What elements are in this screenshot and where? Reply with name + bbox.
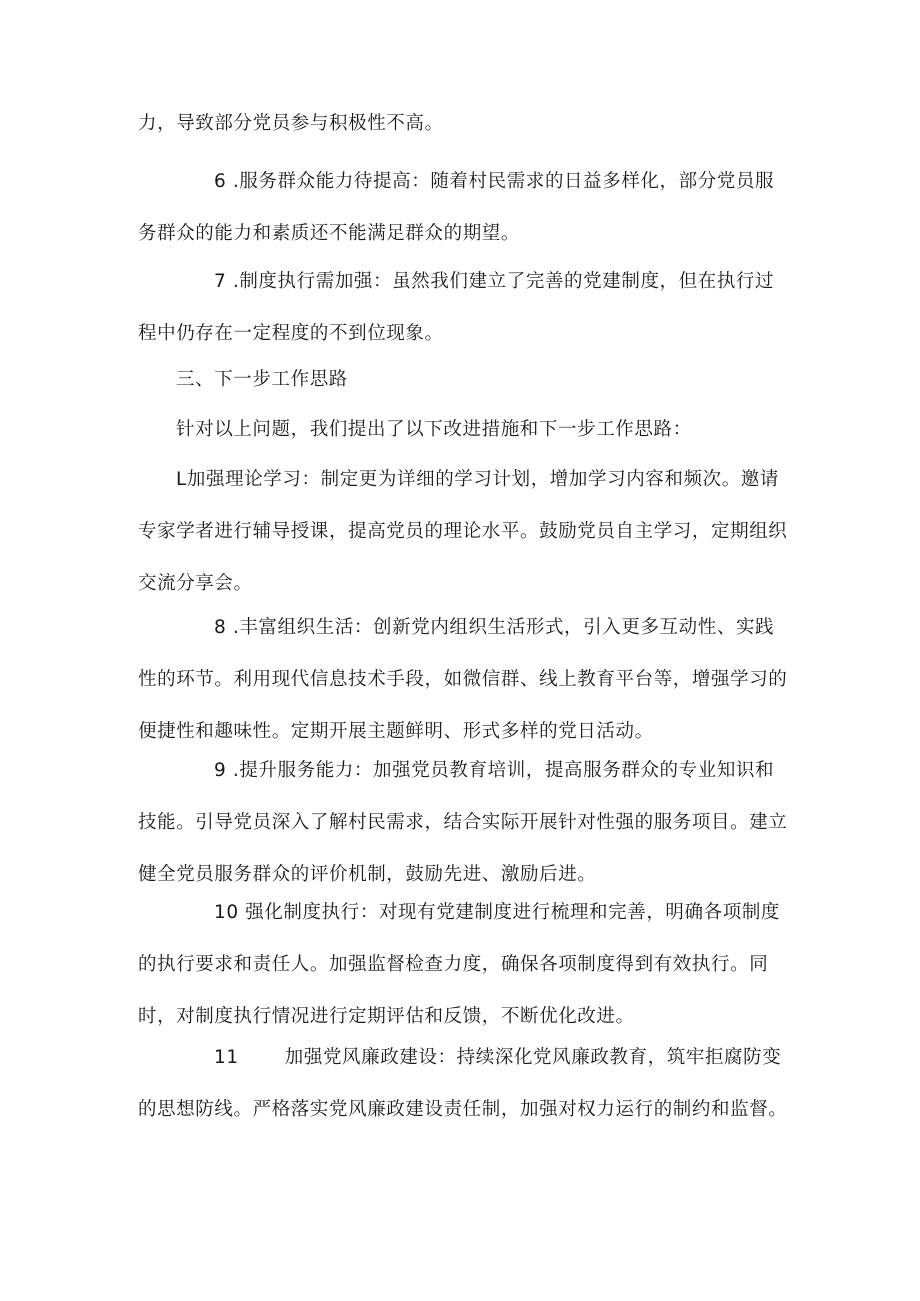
paragraph-item-9: [138, 745, 788, 901]
item-number: 8: [214, 617, 227, 638]
paragraph-item-8: [138, 602, 788, 758]
paragraph-text: .提升服务能力：加强党员教育培训，提高服务群众的专业知识和技能。引导党员深入了解村民需求，结合实际开展针对性强的服务项目。建立健全党员服务群众的评价机制，鼓励先进、激励后进。: [138, 760, 788, 885]
paragraph-text: 针对以上问题，我们提出了以下改进措施和下一步工作思路：: [176, 419, 692, 440]
paragraph-item-6: [138, 156, 788, 260]
paragraph-item-10: [138, 887, 788, 1043]
paragraph-text: 力，导致部分党员参与积极性不高。: [138, 113, 444, 134]
paragraph-item-1: [138, 454, 788, 610]
paragraph-continuation: [138, 98, 788, 150]
paragraph-item-11: [138, 1032, 788, 1136]
section-heading: [138, 354, 788, 406]
paragraph-item-7: [138, 256, 788, 360]
item-number: 9: [214, 760, 227, 781]
paragraph-intro: [138, 404, 788, 456]
paragraph-text: .丰富组织生活：创新党内组织生活形式，引入更多互动性、实践性的环节。利用现代信息技术手段，如微信群、线上教育平台等，增强学习的便捷性和趣味性。定期开展主题鲜明、形式多样的党日活动。: [138, 617, 788, 742]
item-number: 11: [214, 1047, 239, 1068]
paragraph-text: .制度执行需加强：虽然我们建立了完善的党建制度，但在执行过程中仍存在一定程度的不到位现象。: [138, 271, 775, 344]
item-number: 10: [214, 902, 239, 923]
paragraph-text: L加强理论学习：制定更为详细的学习计划，增加学习内容和频次。邀请专家学者进行辅导授课，提高党员的理论水平。鼓励党员自主学习，定期组织交流分享会。: [138, 469, 788, 594]
paragraph-text: 强化制度执行：对现有党建制度进行梳理和完善，明确各项制度的执行要求和责任人。加强监督检查力度，确保各项制度得到有效执行。同时，对制度执行情况进行定期评估和反馈，不断优化改进。: [138, 902, 781, 1027]
item-number: 7: [214, 271, 227, 292]
item-number: 6: [214, 171, 227, 192]
paragraph-text: 加强党风廉政建设：持续深化党风廉政教育，筑牢拒腐防变的思想防线。严格落实党风廉政建设责任制，加强对权力运行的制约和监督。: [138, 1047, 788, 1120]
paragraph-text: .服务群众能力待提高：随着村民需求的日益多样化，部分党员服务群众的能力和素质还不能满足群众的期望。: [138, 171, 775, 244]
heading-text: 三、下一步工作思路: [176, 369, 348, 390]
